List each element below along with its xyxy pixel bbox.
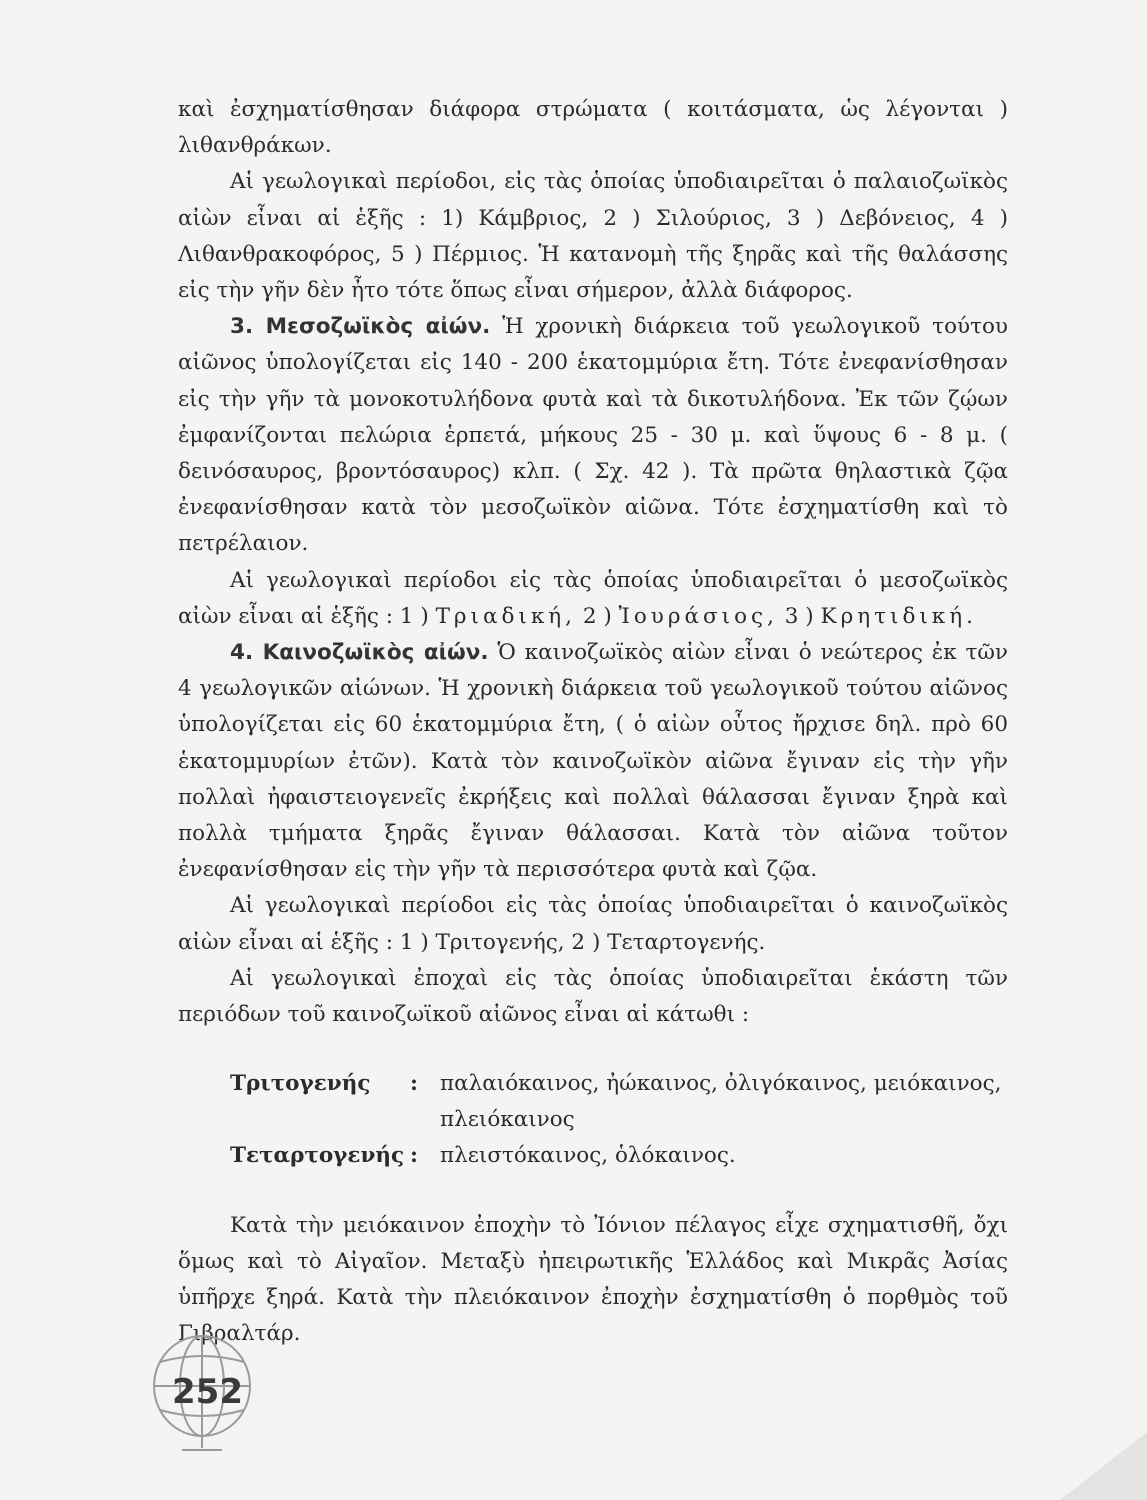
mesozoic-text: Ἡ χρονικὴ διάρκεια τοῦ γεωλογικοῦ τούτου αἰῶνος ὑπολογίζεται εἰς 140 - 200 ἑκατομμύρια ἔτη. Τότε ἐνεφανίσθησαν εἰς τὴν γῆν τὰ μονοκοτυλήδονα φυτὰ καὶ τὰ δικοτυλήδονα. Ἐκ τῶν ζῴων ἐμφανίζονται πελώρια ἑρπετά, μήκους 25 - 30 μ. καὶ ὕψους 6 - 8 μ. ( δεινόσαυρος, βροντόσαυρος) κλπ. ( Σχ. 42 ). Τὰ πρῶτα θηλαστικὰ ζῷα ἐνεφανίσθησαν κατὰ τὸν μεσοζωϊκὸν αἰῶνα. Τότε ἐσχηματίσθη καὶ τὸ πετρέλαιον.	[178, 314, 1008, 557]
cenozoic-text: Ὁ καινοζωϊκὸς αἰὼν εἶναι ὁ νεώτερος ἐκ τῶν 4 γεωλογικῶν αἰώνων. Ἡ χρονικὴ διάρκεια τοῦ γεωλογικοῦ τούτου αἰῶνος ὑπολογίζεται εἰς 60 ἑκατομμύρια ἔτη, ( ὁ αἰὼν οὗτος ἤρχισε δηλ. πρὸ 60 ἑκατομμυρίων ἐτῶν). Κατὰ τὸν καινοζωϊκὸν αἰῶνα ἔγιναν εἰς τὴν γῆν πολλαὶ ἠφαιστειογενεῖς ἐκρήξεις καὶ πολλαὶ θάλασσαι ἔγιναν ξηρὰ καὶ πολλὰ τμήματα ξηρᾶς ἔγιναν θάλασσαι. Κατὰ τὸν αἰῶνα τοῦτον ἐνεφανίσθησαν εἰς τὴν γῆν τὰ περισσότερα φυτὰ καὶ ζῷα.	[178, 640, 1008, 883]
period-name: Τεταρτογενής	[230, 1143, 405, 1169]
period-colon: :	[410, 1143, 418, 1169]
period-number-2: 2 )	[582, 603, 612, 629]
table-row	[230, 1138, 1030, 1174]
page-number: 252	[172, 1372, 243, 1412]
section-heading-cenozoic: 4. Καινοζωϊκὸς αἰών.	[230, 640, 489, 666]
mesozoic-periods-intro: Αἱ γεωλογικαὶ περίοδοι εἰς τὰς ὁποίας ὑποδιαιρεῖται ὁ μεσοζωϊκὸς αἰὼν εἶναι αἱ ἑξῆς : 1 )	[178, 567, 1008, 629]
paragraph-epochs-intro: Αἱ γεωλογικαὶ ἐποχαὶ εἰς τὰς ὁποίας ὑποδιαιρεῖται ἑκάστη τῶν περιόδων τοῦ καινοζωϊκοῦ αἰῶνος εἶναι αἱ κάτωθι :	[178, 965, 1008, 1028]
table-row	[230, 1066, 1030, 1138]
section-heading-mesozoic: 3. Μεσοζωϊκὸς αἰών.	[230, 314, 491, 340]
main-text	[178, 92, 1008, 1033]
paragraph-cenozoic-periods: Αἱ γεωλογικαὶ περίοδοι εἰς τὰς ὁποίας ὑποδιαιρεῖται ὁ καινοζωϊκὸς αἰὼν εἶναι αἱ ἑξῆς : 1 ) Τριτογενής, 2 ) Τεταρτογενής.	[178, 893, 1008, 955]
period-number-3: 3 )	[784, 603, 814, 629]
paragraph-cenozoic	[178, 635, 1008, 888]
paragraph-continuation: καὶ ἐσχηματίσθησαν διάφορα στρώματα ( κοιτάσματα, ὡς λέγονται ) λιθανθράκων.	[178, 97, 1008, 159]
paragraph-mesozoic-periods	[178, 563, 1008, 635]
period-cretaceous: Κρητιδική.	[820, 603, 977, 629]
paragraph-final: Κατὰ τὴν μειόκαινον ἐποχὴν τὸ Ἰόνιον πέλαγος εἶχε σχηματισθῆ, ὄχι ὅμως καὶ τὸ Αἰγαῖον. Μεταξὺ ἠπειρωτικῆς Ἑλλάδος καὶ Μικρᾶς Ἀσίας ὑπῆρχε ξηρά. Κατὰ τὴν πλειόκαινον ἐποχὴν ἐσχηματίσθη ὁ πορθμὸς τοῦ Γιβραλτάρ.	[178, 1212, 1008, 1347]
period-triassic: Τριαδική,	[435, 603, 577, 629]
paragraph-paleozoic-periods: Αἱ γεωλογικαὶ περίοδοι, εἰς τὰς ὁποίας ὑποδιαιρεῖται ὁ παλαιοζωϊκὸς αἰὼν εἶναι αἱ ἑξῆς : 1) Κάμβριος, 2 ) Σιλούριος, 3 ) Δεβόνειος, 4 ) Λιθανθρακοφόρος, 5 ) Πέρμιος. Ἡ κατανομὴ τῆς ξηρᾶς καὶ τῆς θαλάσσης εἰς τὴν γῆν δὲν ἦτο τότε ὅπως εἶναι σήμερον, ἀλλὰ διάφορος.	[178, 169, 1008, 304]
period-colon: :	[410, 1071, 418, 1096]
period-jurassic: Ἰουράσιος,	[618, 603, 778, 629]
paragraph-mesozoic	[178, 309, 1008, 562]
period-epochs: παλαιόκαινος, ἠώκαινος, ὀλιγόκαινος, μειόκαινος, πλειόκαινος	[440, 1071, 1002, 1133]
period-epochs: πλειστόκαινος, ὁλόκαινος.	[440, 1143, 736, 1169]
period-name: Τριτογενής	[230, 1071, 371, 1096]
epochs-table	[230, 1066, 1030, 1175]
paper-fold-shadow	[1040, 1420, 1147, 1500]
